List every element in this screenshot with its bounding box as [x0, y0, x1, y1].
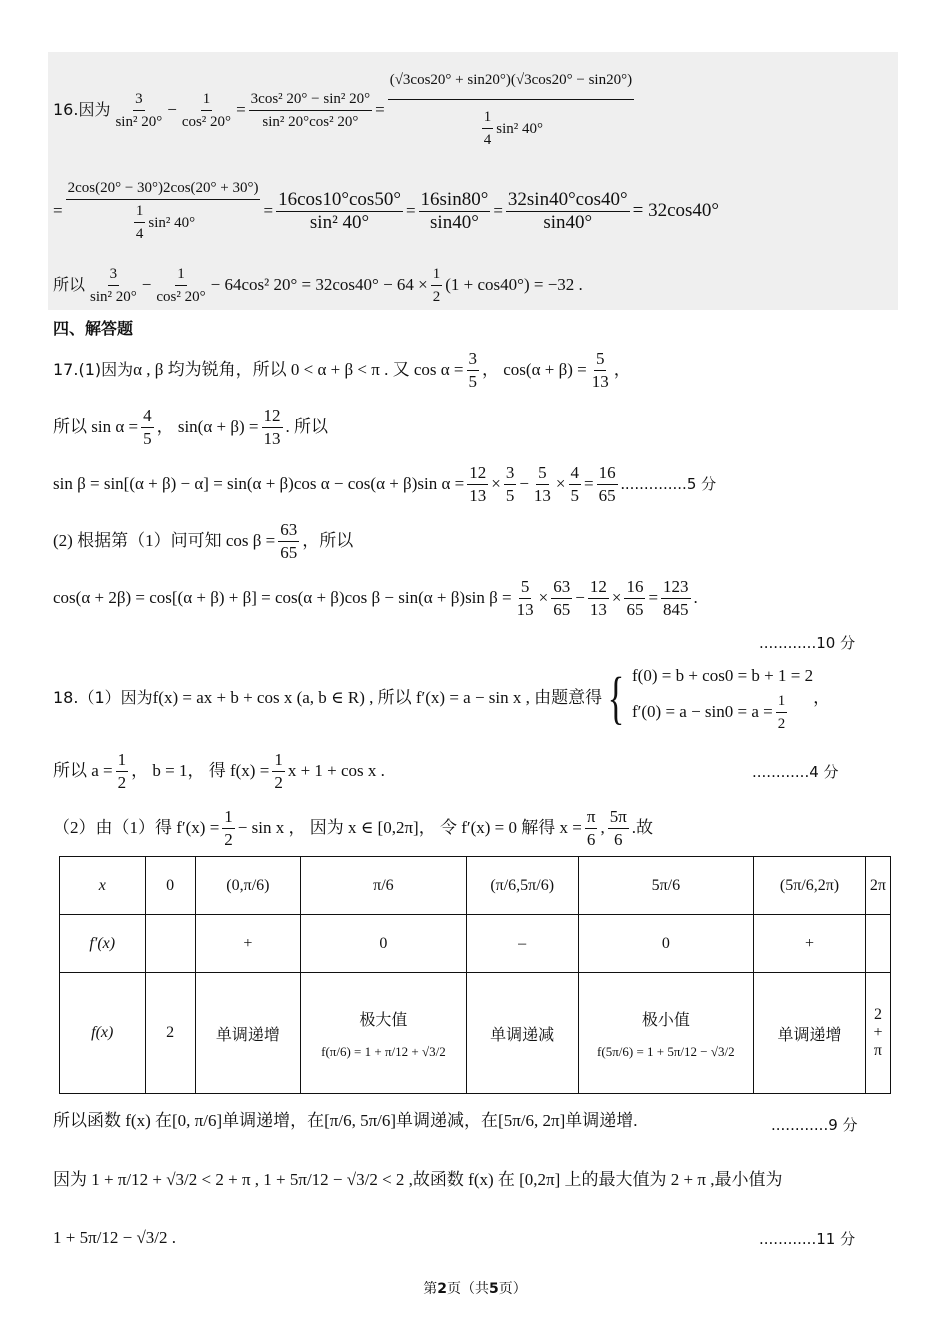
- q17-score-5: .............5 分: [624, 475, 717, 493]
- q18-system-eq-1: f(0) = b + cos0 = b + 1 = 2: [632, 665, 814, 685]
- q18-line-3: （2）由（1）得 f′(x) = $\frac{1}{2}$ − sin x ， 因为 x ∈ [0,2π]， 令 f′(x) = 0 解得 x = $\frac{\pi}{6}$ , $\frac{5\pi}{6}$ .故: [53, 806, 654, 849]
- q17-score-10: ............10 分: [759, 634, 856, 652]
- q18-score-11: ............11 分: [759, 1230, 856, 1248]
- q18-line-2: 所以 a = $\frac{1}{2}$ ， b = 1， 得 f(x) = $\frac{1}{2}$ x + 1 + cos x .: [53, 749, 385, 792]
- page-number: 2: [437, 1281, 447, 1297]
- q18-line-4: 所以函数 f(x) 在[0, π/6]单调递增，在[π/6, 5π/6]单调递减，在[5π/6, 2π]单调递增.: [53, 1111, 638, 1130]
- variation-table: [59, 856, 891, 1094]
- table-row-fprime: f′(x) + 0 – 0 +: [60, 915, 891, 973]
- q17-line-5: cos(α + 2β) = cos[(α + β) + β] = cos(α + β)cos β − sin(α + β)sin β = $\frac{5}{13}$ × $\frac{63}{65}$ − $\frac{12}{13}$ × $\frac{16}{65}$ = $\frac{123}{845}$ .: [53, 576, 698, 619]
- q16-b-den: sin² 40°: [309, 211, 370, 233]
- table-row-x: x 0 (0,π/6) π/6 (π/6,5π/6) 5π/6 (5π/6,2π) 2π: [60, 857, 891, 915]
- q16-b-num: 16cos10°cos50°: [278, 188, 401, 210]
- q16-line-1: 16.因为 $\frac{3}{\text{sin² 20°}}$ − $\frac{1}{\text{cos² 20°}}$ = $\frac{\text{3cos² 20° − sin² 20°}}{\text{sin² 20°cos² 20°}}$ = (√3cos20° + sin20°)(√3cos20° − sin20°) $\frac{1}{4}$ sin² 40°: [53, 68, 637, 152]
- q16-mid-num: 3cos² 20° − sin² 20°: [249, 88, 372, 111]
- q18-score-9: ............9 分: [771, 1116, 858, 1134]
- q17-line-1: 17.(1)因为 α , β 均为锐角，所以 0 < α + β < π . 又 cos α = $\frac{3}{5}$ ， cos(α + β) = $\frac{5}{13}$ ，: [53, 348, 631, 391]
- min-value: f(5π/6) = 1 + 5π/12 − √3/2: [597, 1043, 735, 1059]
- table-row-f: f(x) 2 单调递增 极大值 f(π/6) = 1 + π/12 + √3/2 单调递减 极小值 f(5π/6) = 1 + 5π/12 − √3/2 单调递增 2 + π: [60, 973, 891, 1094]
- q16-label: 16.因为: [53, 100, 111, 119]
- q16-a-num: 2cos(20° − 30°)2cos(20° + 30°): [66, 177, 261, 200]
- q16-mid-den: sin² 20°cos² 20°: [262, 113, 359, 130]
- total-pages: 5: [489, 1281, 499, 1297]
- min-label: 极小值: [641, 1009, 690, 1029]
- q16-d-den: sin40°: [543, 211, 593, 233]
- page-footer: 第2页（共5页）: [423, 1281, 527, 1297]
- q16-c-den: sin40°: [430, 211, 479, 233]
- q18-system-eq-2: f′(0) = a − sin0 = a =: [632, 702, 773, 721]
- q18-score-4: ............4 分: [752, 763, 839, 781]
- q18-line-1: 18.（1）因为 f(x) = ax + b + cos x (a, b ∈ R) , 所以 f′(x) = a − sin x , 由题意得 { f(0) = b + cos0 = b + 1 = 2 f′(0) = a − sin0 = a = $\frac{1}{2}$ ，: [53, 660, 830, 736]
- q16-line2-end: = 32cos40°: [632, 200, 719, 221]
- q18-line-6: 1 + 5π/12 − √3/2 .: [53, 1228, 177, 1247]
- q17-line-2: 所以 sin α = $\frac{4}{5}$ ， sin(α + β) = $\frac{12}{13}$ . 所以: [53, 405, 328, 448]
- q16-right-den: sin² 40°: [496, 120, 544, 137]
- q16-d-num: 32sin40°cos40°: [507, 188, 628, 210]
- q16-line-2: = 2cos(20° − 30°)2cos(20° + 30°) $\frac{1}{4}$ sin² 40° = $\frac{16\cos 10^\circ\cos 50^\circ}{\text{sin² 40°}}$ = $\frac{16\sin 80^\circ}{\sin 40^\circ}$ = $\frac{32\sin 40^\circ\cos 40^\circ}{\sin 40^\circ}$ = 32cos40°: [53, 176, 719, 246]
- max-value: f(π/6) = 1 + π/12 + √3/2: [321, 1043, 446, 1059]
- q16-line-3: 所以 $\frac{3}{\text{sin² 20°}}$ − $\frac{1}{\text{cos² 20°}}$ − 64cos² 20° = 32cos40° − 64 × $\frac{1}{2}$ (1 + cos40°) = −32 .: [53, 260, 583, 310]
- q17-line-3: sin β = sin[(α + β) − α] = sin(α + β)cos α − cos(α + β)sin α = $\frac{12}{13}$ × $\frac{3}{5}$ − $\frac{5}{13}$ × $\frac{4}{5}$ = $\frac{16}{65}$ . .............5 分: [53, 462, 717, 505]
- q16-c-num: 16sin80°: [420, 188, 489, 210]
- q18-line-5: 因为 1 + π/12 + √3/2 < 2 + π , 1 + 5π/12 − √3/2 < 2 ,故函数 f(x) 在 [0,2π] 上的最大值为 2 + π ,最小值为: [53, 1170, 783, 1189]
- q16-right-num: (√3cos20° + sin20°)(√3cos20° − sin20°): [388, 69, 634, 100]
- section-title: 四、解答题: [53, 319, 134, 338]
- max-label: 极大值: [359, 1009, 408, 1029]
- q17-line-4: (2) 根据第（1）问可知 cos β = $\frac{63}{65}$ ，所以: [53, 519, 354, 562]
